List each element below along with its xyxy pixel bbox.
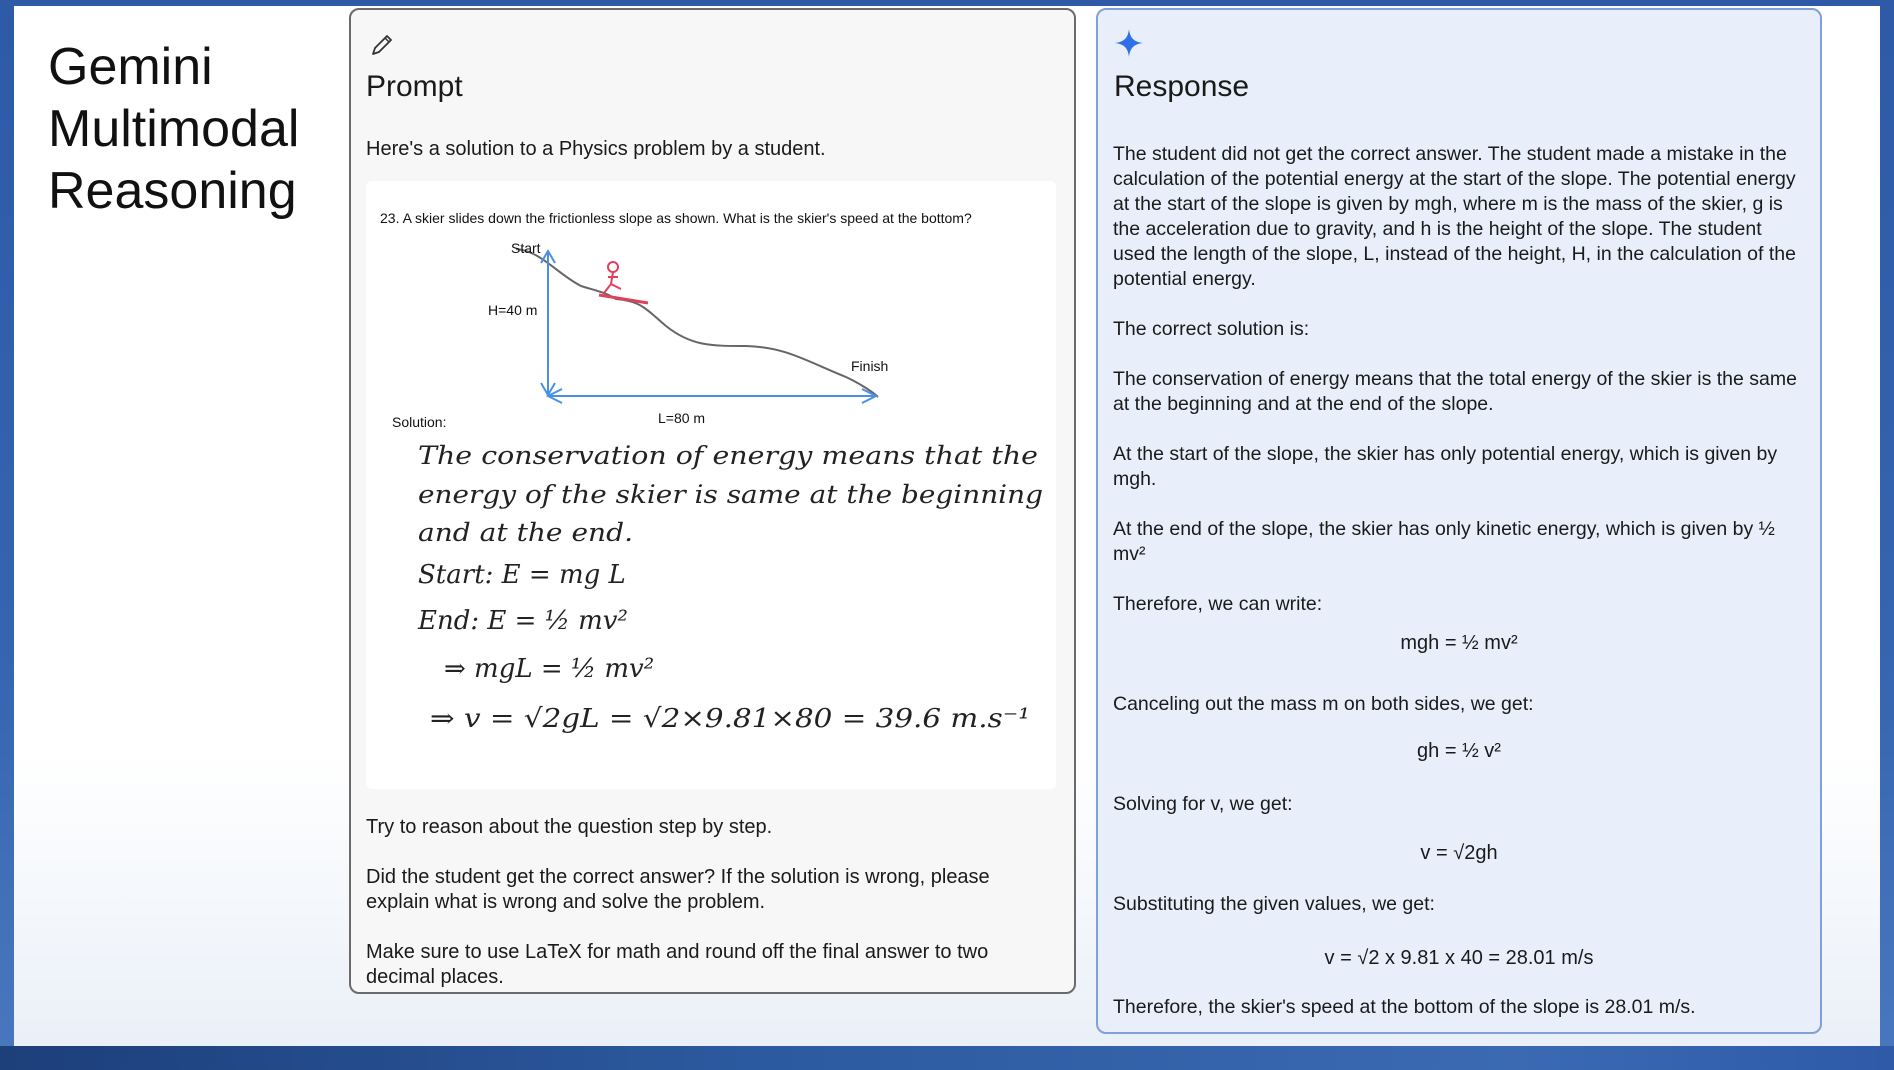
handwritten-line: energy of the skier is same at the beginning [418, 480, 1043, 509]
prompt-intro: Here's a solution to a Physics problem by a student. [366, 138, 826, 160]
response-paragraph: The student did not get the correct answer. The student made a mistake in the calculation of the potential energy at the start of the slope. The potential energy at the start of the slope is given by mgh, where m is the mass of the skier, g is the acceleration due to gravity, and h is the height of the slope. The student used the length of the slope, L, instead of the height, H, in the calculation of the potential energy. [1113, 143, 1796, 290]
slope-line [516, 249, 878, 397]
response-panel [1096, 8, 1822, 1034]
handwritten-line: and at the end. [418, 518, 633, 547]
equation-3: v = √2gh [1420, 842, 1498, 864]
finish-label: Finish [851, 358, 889, 374]
response-paragraph: Therefore, we can write: [1113, 593, 1323, 615]
handwritten-line: ⇒ v = √2gL = √2×9.81×80 = 39.6 m.s⁻¹ [430, 704, 1030, 734]
slide-title: Gemini Multimodal Reasoning [48, 38, 300, 220]
sparkle-icon [1114, 28, 1144, 63]
length-arrow [548, 389, 876, 403]
response-paragraph: Canceling out the mass m on both sides, we get: [1113, 693, 1534, 715]
response-paragraph: The correct solution is: [1113, 318, 1310, 340]
pencil-icon [369, 32, 395, 63]
bottom-strip [0, 1046, 1894, 1070]
handwritten-line: The conservation of energy means that the [418, 441, 1038, 470]
response-heading: Response [1114, 70, 1250, 103]
prompt-instruction: Make sure to use LaTeX for math and round off the final answer to two decimal places. [366, 941, 989, 988]
handwritten-line: Start: E = mg L [418, 560, 626, 590]
solution-label: Solution: [392, 414, 447, 430]
handwritten-line: ⇒ mgL = ½ mv² [444, 654, 655, 684]
height-arrow [541, 251, 555, 395]
prompt-panel [349, 8, 1076, 994]
equation-2: gh = ½ v² [1417, 740, 1501, 762]
handwritten-line: End: E = ½ mv² [418, 606, 628, 636]
problem-image [366, 181, 1056, 789]
length-label: L=80 m [658, 410, 706, 426]
response-paragraph: At the start of the slope, the skier has only potential energy, which is given by mgh. [1113, 443, 1778, 490]
skier-drawing [599, 262, 648, 303]
response-paragraph: Therefore, the skier's speed at the bottom of the slope is 28.01 m/s. [1113, 996, 1696, 1018]
height-label: H=40 m [488, 302, 538, 318]
response-paragraph: At the end of the slope, the skier has only kinetic energy, which is given by ½ mv² [1113, 518, 1775, 565]
equation-4: v = √2 x 9.81 x 40 = 28.01 m/s [1324, 947, 1594, 969]
response-paragraph: Substituting the given values, we get: [1113, 893, 1435, 915]
prompt-heading: Prompt [366, 70, 463, 103]
start-label: Start [511, 240, 541, 256]
prompt-instruction: Did the student get the correct answer? If the solution is wrong, please explain what is wrong and solve the problem. [366, 866, 990, 913]
prompt-instruction: Try to reason about the question step by step. [366, 816, 773, 838]
response-paragraph: Solving for v, we get: [1113, 793, 1293, 815]
response-paragraph: The conservation of energy means that the total energy of the skier is the same at the beginning and at the end of the slope. [1113, 368, 1797, 415]
problem-question: 23. A skier slides down the frictionless slope as shown. What is the skier's speed at the bottom? [380, 210, 972, 226]
equation-1: mgh = ½ mv² [1400, 632, 1518, 654]
